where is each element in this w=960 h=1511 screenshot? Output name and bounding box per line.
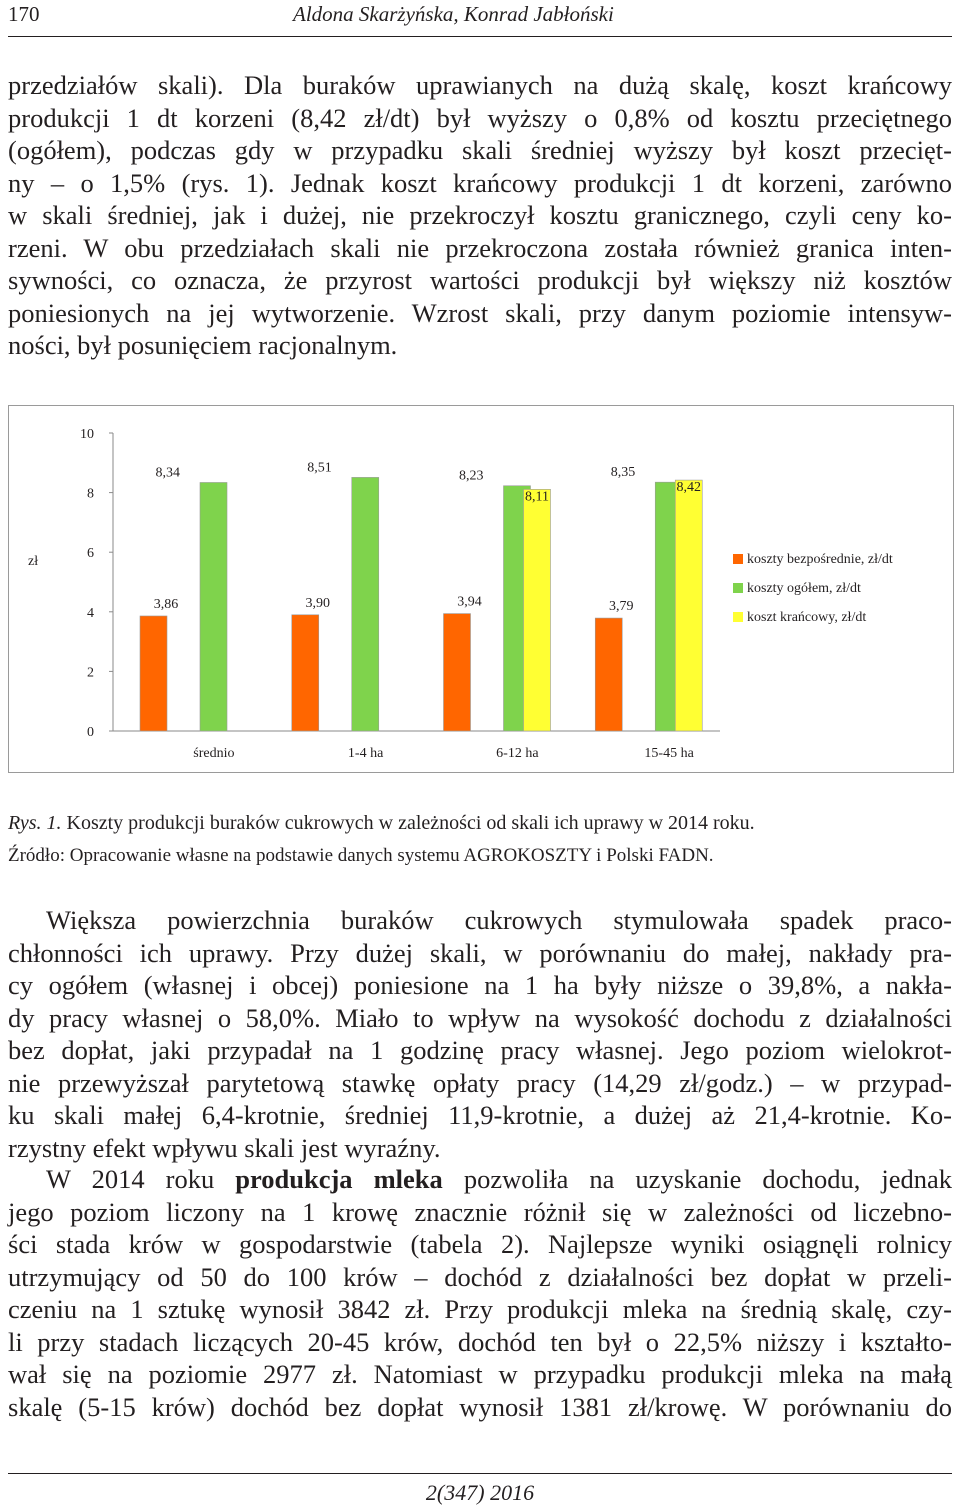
- caption-label: Rys. 1.: [8, 812, 62, 834]
- data-label: 8,35: [610, 465, 636, 481]
- paragraph-2: [8, 904, 952, 1164]
- legend-label: koszty ogółem, zł/dt: [747, 581, 861, 596]
- text-line: poniesionych na jej wytworzenie. Wzrost skali, przy danym poziomie intensyw-: [8, 297, 952, 328]
- legend-label: koszty bezpośrednie, zł/dt: [747, 552, 893, 567]
- running-head-authors: Aldona Skarżyńska, Konrad Jabłoński: [293, 2, 614, 26]
- legend-swatch: [733, 612, 743, 622]
- text-line: rzystny efekt wpływu skali jest wyraźny.: [8, 1132, 441, 1163]
- bar: [292, 615, 319, 731]
- text-line: rzeni. W obu przedziałach skali nie przekroczona została również granica inten-: [8, 232, 952, 263]
- text-line: sywności, co oznacza, że przyrost wartości produkcji był większy niż kosztów: [8, 265, 952, 295]
- data-label: 8,11: [525, 489, 549, 505]
- text-line: li przy stadach liczących 20-45 krów, dochód ten był o 22,5% niższy i kształto-: [8, 1326, 952, 1357]
- text-line: utrzymujący od 50 do 100 krów – dochód z działalności bez dopłat w przeli-: [8, 1261, 952, 1292]
- text-line: ku skali małej 6,4-krotnie, średniej 11,9-krotnie, a dużej aż 21,4-krotnie. Ko-: [8, 1100, 952, 1130]
- text-run: pozwoliła na uzyskanie dochodu, jednak: [442, 1164, 953, 1194]
- text-line: cy ogółem (własnej i obcej) poniesione na 1 ha były niższe o 39,8%, a nakła-: [8, 970, 952, 1000]
- x-tick-label: 6-12 ha: [496, 746, 539, 761]
- text-line: (ogółem), podczas gdy w przypadku skali średniej wyższy był koszt przecięt-: [8, 135, 952, 165]
- text-line: przedziałów skali). Dla buraków uprawianych na dużą skalę, koszt krańcowy: [8, 70, 952, 100]
- text-line: Większa powierzchnia buraków cukrowych stymulowała spadek praco-: [46, 905, 952, 935]
- bar-chart: [8, 405, 954, 773]
- y-tick-label: 8: [87, 486, 94, 502]
- data-label: 3,90: [305, 595, 330, 611]
- data-label: 8,23: [459, 468, 484, 484]
- bar: [595, 618, 622, 731]
- text-line: chłonności ich uprawy. Przy dużej skali, w porównaniu do małej, nakłady pra-: [8, 937, 952, 968]
- text-line: w skali średniej, jak i dużej, nie przekroczył kosztu granicznego, czyli ceny ko-: [8, 200, 952, 230]
- legend-swatch: [733, 583, 743, 593]
- x-tick-label: 1-4 ha: [347, 746, 384, 761]
- legend-label: koszt krańcowy, zł/dt: [747, 610, 867, 625]
- data-label: 8,34: [155, 465, 180, 481]
- bold-term: produkcja mleka: [235, 1164, 443, 1194]
- data-label: 3,86: [153, 596, 179, 612]
- data-label: 3,94: [457, 594, 482, 610]
- text-line: nie przewyższał parytetową stawkę opłaty pracy (14,29 zł/godz.) – w przypad-: [8, 1067, 952, 1098]
- paragraph-3: [8, 1163, 952, 1423]
- text-line: [8, 1163, 952, 1196]
- paragraph-1: [8, 69, 952, 362]
- data-label: 8,42: [676, 480, 701, 496]
- footer-rule: [8, 1473, 952, 1474]
- caption-text: Koszty produkcji buraków cukrowych w zależności od skali ich uprawy w 2014 roku.: [66, 812, 755, 834]
- legend-swatch: [733, 554, 743, 564]
- text-line: wał się na poziomie 2977 zł. Natomiast w przypadku produkcji mleka na małą: [8, 1359, 952, 1389]
- text-line: bez dopłat, jaki przypadał na 1 godzinę pracy własnej. Jego poziom wielokrot-: [8, 1035, 952, 1065]
- text-line: ści stada krów w gospodarstwie (tabela 2). Najlepsze wyniki osiągnęli rolnicy: [8, 1229, 952, 1259]
- bar: [200, 482, 227, 731]
- text-line: dy pracy własnej o 58,0%. Miało to wpływ na wysokość dochodu z działalności: [8, 1002, 952, 1033]
- text-line: czeniu na 1 sztukę wynosił 3842 zł. Przy produkcji mleka na średnią skalę, czy-: [8, 1294, 952, 1324]
- text-line: skalę (5-15 krów) dochód bez dopłat wynosił 1381 zł/krowę. W porównaniu do: [8, 1391, 952, 1422]
- text-line: ności, był posunięciem racjonalnym.: [8, 330, 398, 360]
- figure-source: Źródło: Opracowanie własne na podstawie danych systemu AGROKOSZTY i Polski FADN.: [8, 845, 714, 866]
- text-line: produkcji 1 dt korzeni (8,42 zł/dt) był wyższy o 0,8% od kosztu przeciętnego: [8, 102, 952, 133]
- x-tick-label: 15-45 ha: [644, 746, 694, 761]
- bar: [675, 480, 702, 731]
- page-number: 170: [8, 2, 40, 26]
- data-label: 3,79: [609, 599, 634, 615]
- data-label: 8,51: [307, 460, 332, 476]
- text-run: W 2014 roku: [46, 1164, 236, 1194]
- y-axis-label: zł: [28, 554, 39, 569]
- journal-issue: 2(347) 2016: [425, 1480, 535, 1505]
- bar: [444, 614, 471, 731]
- figure-caption: [8, 812, 755, 835]
- page-header: [8, 0, 952, 37]
- bar: [524, 489, 551, 731]
- bar: [140, 616, 167, 731]
- y-tick-label: 6: [87, 546, 94, 562]
- y-tick-label: 4: [87, 605, 94, 621]
- x-tick-label: średnio: [193, 746, 235, 761]
- y-tick-label: 0: [87, 725, 94, 740]
- y-tick-label: 10: [80, 427, 94, 442]
- text-line: ny – o 1,5% (rys. 1). Jednak koszt krańcowy produkcji 1 dt korzeni, zarówno: [8, 167, 952, 198]
- bar: [352, 477, 379, 731]
- text-line: jego poziom liczony na 1 krowę znacznie różnił się w zależności od liczebno-: [8, 1196, 952, 1227]
- y-tick-label: 2: [87, 665, 94, 681]
